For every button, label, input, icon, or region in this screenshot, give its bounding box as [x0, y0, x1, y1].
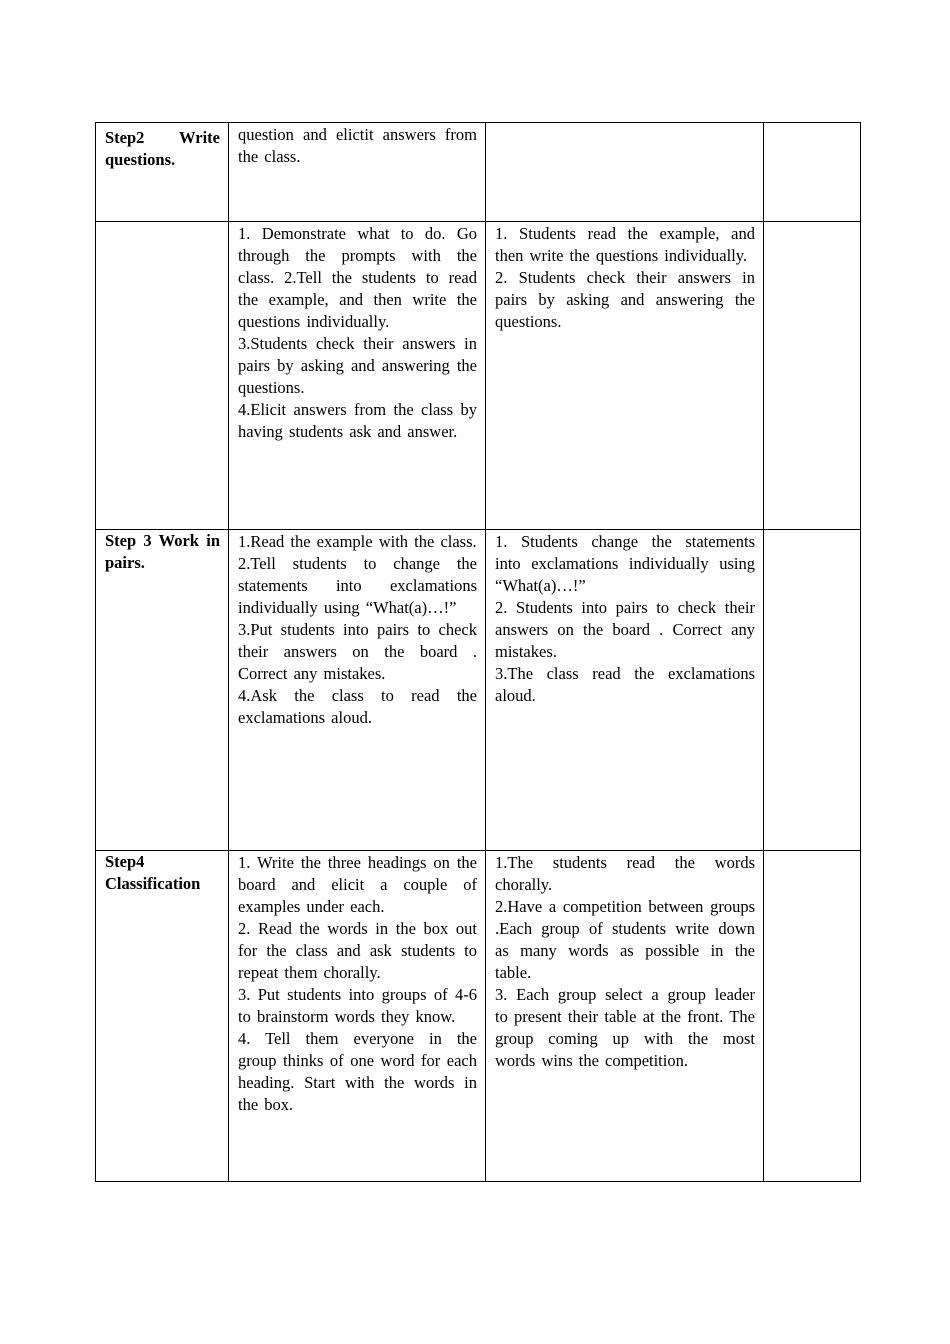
step-label: Step 3 Work in pairs. [105, 531, 220, 572]
teacher-text: 4.Elicit answers from the class by having students ask and answer. [238, 400, 477, 441]
student-text: 1. Students read the example, and then write the questions individually. [495, 224, 755, 265]
notes-cell [764, 530, 861, 851]
student-text: 2. Students check their answers in pairs by asking and answering the questions. [495, 268, 755, 331]
student-text: 3.The class read the exclamations aloud. [495, 664, 755, 705]
teacher-text: 2.Tell students to change the statements into exclamations individually using “What(a)…!” [238, 554, 477, 617]
teacher-text: 1. Demonstrate what to do. Go through the prompts with the class. 2.Tell the students to read the example, and then write the questions individually. [238, 224, 477, 331]
teacher-activity-cell [229, 851, 486, 1182]
student-text: 1. Students change the statements into exclamations individually using “What(a)…!” [495, 532, 755, 595]
teacher-text: question and elictit answers from the class. [238, 125, 477, 166]
notes-cell [764, 851, 861, 1182]
step-cell [96, 851, 229, 1182]
student-text: 3. Each group select a group leader to present their table at the front. The group coming up with the most words wins the competition. [495, 985, 755, 1070]
step-cell [96, 128, 229, 530]
step-label: Step2 Write questions. [105, 128, 220, 169]
step-label: Step4 Classification [105, 852, 201, 893]
teacher-text: 1.Read the example with the class. [238, 532, 477, 551]
student-activity-cell [486, 222, 764, 530]
teacher-text: 3.Put students into pairs to check their answers on the board . Correct any mistakes. [238, 620, 477, 683]
step-cell [96, 530, 229, 851]
teacher-text: 4.Ask the class to read the exclamations aloud. [238, 686, 477, 727]
student-activity-cell [486, 851, 764, 1182]
table-row [96, 851, 861, 1182]
teacher-text: 1. Write the three headings on the board and elicit a couple of examples under each. [238, 853, 477, 916]
teacher-text: 3. Put students into groups of 4-6 to brainstorm words they know. [238, 985, 477, 1026]
student-text: 2.Have a competition between groups .Each group of students write down as many words as possible in the table. [495, 897, 755, 982]
teacher-activity-cell [229, 123, 486, 222]
student-activity-cell [486, 123, 764, 222]
table-row [96, 530, 861, 851]
teacher-activity-cell [229, 530, 486, 851]
notes-cell [764, 123, 861, 222]
teacher-activity-cell [229, 222, 486, 530]
teacher-text: 4. Tell them everyone in the group thinks of one word for each heading. Start with the words in the box. [238, 1029, 477, 1114]
table-row [96, 222, 861, 530]
student-text: 2. Students into pairs to check their answers on the board . Correct any mistakes. [495, 598, 755, 661]
student-text: 1.The students read the words chorally. [495, 853, 755, 894]
lesson-plan-table [95, 122, 861, 1182]
notes-cell [764, 222, 861, 530]
teacher-text: 3.Students check their answers in pairs by asking and answering the questions. [238, 334, 477, 397]
student-activity-cell [486, 530, 764, 851]
teacher-text: 2. Read the words in the box out for the class and ask students to repeat them chorally. [238, 919, 477, 982]
